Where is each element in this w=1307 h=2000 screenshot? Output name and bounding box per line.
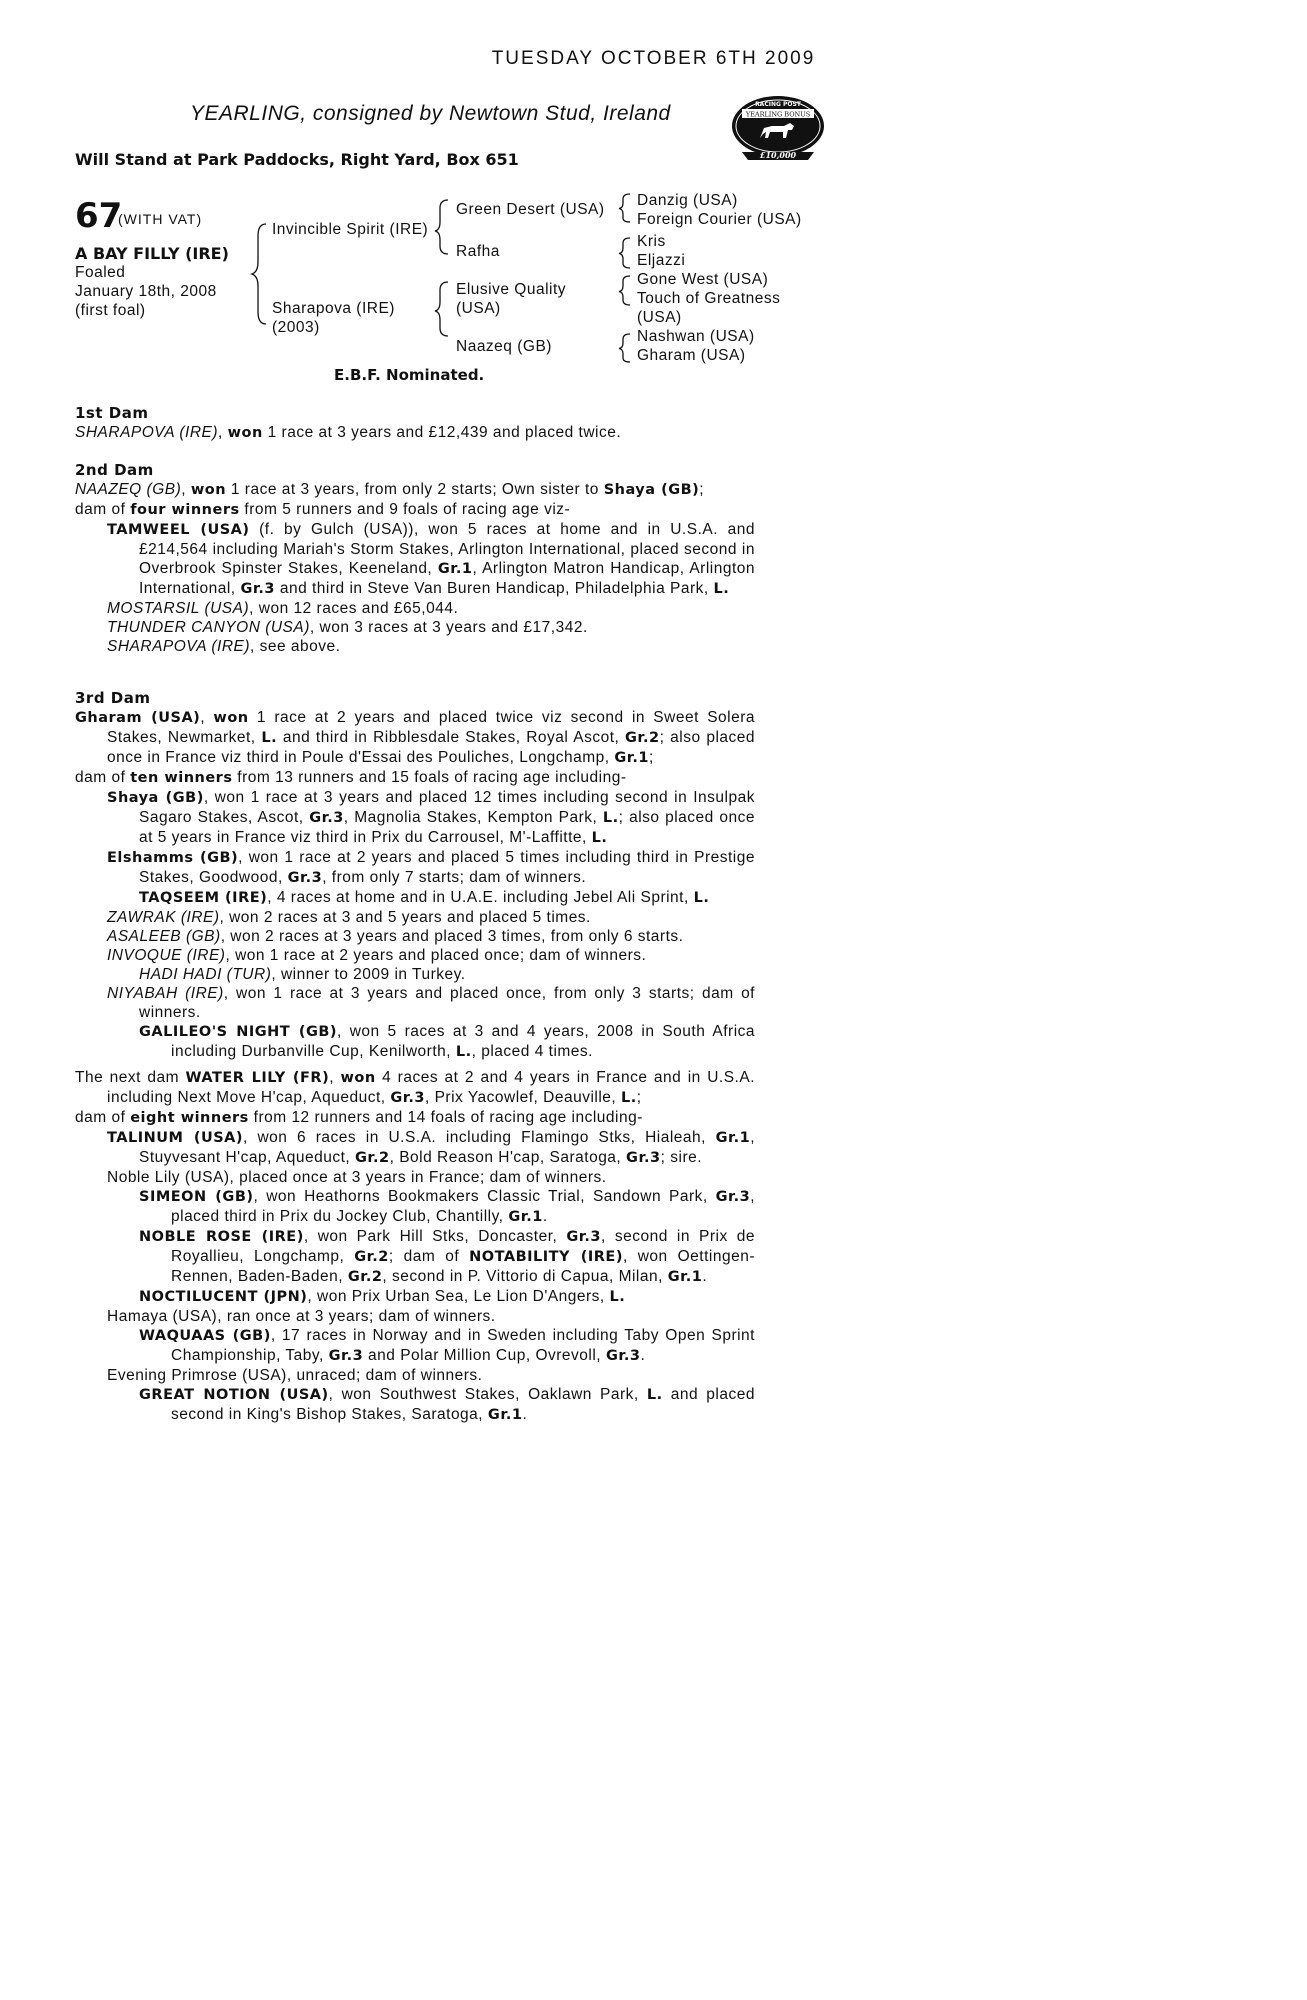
progeny-talinum: TALINUM (USA), won 6 races in U.S.A. including Flamingo Stks, Hialeah, Gr.1, Stuyvesant H'cap, Aqueduct, Gr.2, Bold Reason H'cap, Saratoga, Gr.3; sire.: [107, 1129, 755, 1166]
progeny-waquaas: WAQUAAS (GB), 17 races in Norway and in Sweden including Taby Open Sprint Championship, Taby, Gr.3 and Polar Million Cup, Ovrevoll, Gr.3.: [139, 1327, 755, 1364]
progeny-asaleeb: ASALEEB (GB), won 2 races at 3 years and placed 3 times, from only 6 starts.: [107, 928, 684, 945]
foaled-date: January 18th, 2008: [75, 283, 217, 300]
pedigree-dam-sire: Elusive Quality (USA): [456, 281, 567, 317]
pedigree-ggp-8: Gharam (USA): [637, 347, 746, 364]
first-dam-name: SHARAPOVA (IRE): [75, 424, 219, 441]
pedigree-ggp-7: Nashwan (USA): [637, 328, 755, 345]
progeny-tamweel: TAMWEEL (USA) (f. by Gulch (USA)), won 5 races at home and in U.S.A. and £214,564 including Mariah's Storm Stakes, Arlington International, placed second in Overbrook Spinster Stakes, Keeneland, Gr.1, Arlington Matron Handicap, Arlington International, Gr.3 and third in Steve Van Buren Handicap, Philadelphia Park, L.: [107, 521, 756, 597]
ebf-nominated: E.B.F. Nominated.: [334, 366, 485, 384]
sale-date: TUESDAY OCTOBER 6TH 2009: [491, 48, 816, 69]
progeny-zawrak: ZAWRAK (IRE), won 2 races at 3 and 5 years and placed 5 times.: [107, 909, 591, 926]
progeny-noble-lily: Noble Lily (USA), placed once at 3 years in France; dam of winners.: [107, 1169, 607, 1186]
progeny-hamaya: Hamaya (USA), ran once at 3 years; dam of winners.: [107, 1308, 496, 1325]
progeny-thunder-canyon: THUNDER CANYON (USA), won 3 races at 3 years and £17,342.: [107, 619, 588, 636]
second-dam-heading: 2nd Dam: [75, 461, 154, 479]
next-dam-section: The next dam WATER LILY (FR), won 4 races at 2 and 4 years in France and in U.S.A. including Next Move H'cap, Aqueduct, Gr.3, Prix Yacowlef, Deauville, L.; dam of eight winners from 12 runners and 14 foals of racing age including- TALINUM (USA), won 6 races in U.S.A. including Flamingo Stks, Hialeah, Gr.1, Stuyvesant H'cap, Aqueduct, Gr.2, Bold Reason H'cap, Saratoga, Gr.3; sire. Noble Lily (USA), placed once at 3 years in France; dam of winners. SIMEON (GB), won Heathorns Bookmakers Classic Trial, Sandown Park, Gr.3, placed third in Prix du Jockey Club, Chantilly, Gr.1. NOBLE ROSE (IRE), won Park Hill Stks, Doncaster, Gr.3, second in Prix de Royallieu, Longchamp, Gr.2; dam of NOTABILITY (IRE), won Oettingen-Rennen, Baden-Baden, Gr.2, second in P. Vittorio di Capua, Milan, Gr.1. NOCTILUCENT (JPN), won Prix Urban Sea, Le Lion D'Angers, L. Hamaya (USA), ran once at 3 years; dam of winners. WAQUAAS (GB), 17 races in Norway and in Sweden including Taby Open Sprint Championship, Taby, Gr.3 and Polar Million Cup, Ovrevoll, Gr.3. Evening Primrose (USA), unraced; dam of winners. GREAT NOTION (USA), won Southwest Stakes, Oaklawn Park, L. and placed second in King's Bishop Stakes, Saratoga, Gr.1.: [75, 1069, 756, 1423]
horse-description: A BAY FILLY (IRE): [75, 244, 229, 263]
pedigree-ggp-1: Danzig (USA): [637, 192, 738, 209]
pedigree-dam-dam: Naazeq (GB): [456, 338, 552, 355]
first-dam-section: 1st Dam SHARAPOVA (IRE), won 1 race at 3 years and £12,439 and placed twice.: [75, 404, 755, 443]
second-dam-name: NAAZEQ (GB): [75, 481, 182, 498]
progeny-elshamms: Elshamms (GB), won 1 race at 2 years and placed 5 times including third in Prestige Stakes, Goodwood, Gr.3, from only 7 starts; dam of winners.: [107, 849, 755, 886]
pedigree-ggp-5: Gone West (USA): [637, 271, 769, 288]
third-dam-heading: 3rd Dam: [75, 689, 151, 707]
progeny-hadi-hadi: HADI HADI (TUR), winner to 2009 in Turkey.: [139, 966, 466, 983]
next-dam-record: The next dam WATER LILY (FR), won 4 races at 2 and 4 years in France and in U.S.A. including Next Move H'cap, Aqueduct, Gr.3, Prix Yacowlef, Deauville, L.;: [75, 1069, 755, 1106]
pedigree-sire: Invincible Spirit (IRE): [272, 221, 429, 238]
stand-location: Will Stand at Park Paddocks, Right Yard, Box 651: [75, 150, 519, 169]
progeny-niyabah: NIYABAH (IRE), won 1 race at 3 years and placed once, from only 3 starts; dam of winners.: [107, 985, 755, 1021]
pedigree-sire-sire: Green Desert (USA): [456, 201, 605, 218]
badge-amount: £10,000: [759, 150, 797, 160]
progeny-sharapova: SHARAPOVA (IRE), see above.: [107, 638, 341, 655]
first-dam-heading: 1st Dam: [75, 404, 149, 422]
pedigree-ggp-3: Kris: [637, 233, 666, 250]
progeny-noctilucent: NOCTILUCENT (JPN), won Prix Urban Sea, Le Lion D'Angers, L.: [139, 1288, 626, 1305]
progeny-simeon: SIMEON (GB), won Heathorns Bookmakers Classic Trial, Sandown Park, Gr.3, placed third in Prix du Jockey Club, Chantilly, Gr.1.: [139, 1188, 756, 1225]
progeny-shaya: Shaya (GB), won 1 race at 3 years and placed 12 times including second in Insulpak Sagaro Stakes, Ascot, Gr.3, Magnolia Stakes, Kempton Park, L.; also placed once at 5 years in France viz third in Prix du Carrousel, M'-Laffitte, L.: [107, 789, 756, 846]
lot-number: 67: [75, 196, 123, 236]
pedigree-ggp-4: Eljazzi: [637, 252, 686, 269]
progeny-evening-primrose: Evening Primrose (USA), unraced; dam of winners.: [107, 1367, 483, 1384]
progeny-mostarsil: MOSTARSIL (USA), won 12 races and £65,044.: [107, 600, 459, 617]
foal-note: (first foal): [75, 302, 146, 319]
third-dam-section: 3rd Dam Gharam (USA), won 1 race at 2 years and placed twice viz second in Sweet Solera Stakes, Newmarket, L. and third in Ribblesdale Stakes, Royal Ascot, Gr.2; also placed once in France viz third in Poule d'Essai des Pouliches, Longchamp, Gr.1; dam of ten winners from 13 runners and 15 foals of racing age including- Shaya (GB), won 1 race at 3 years and placed 12 times including second in Insulpak Sagaro Stakes, Ascot, Gr.3, Magnolia Stakes, Kempton Park, L.; also placed once at 5 years in France viz third in Prix du Carrousel, M'-Laffitte, L. Elshamms (GB), won 1 race at 2 years and placed 5 times including third in Prestige Stakes, Goodwood, Gr.3, from only 7 starts; dam of winners. TAQSEEM (IRE), 4 races at home and in U.A.E. including Jebel Ali Sprint, L. ZAWRAK (IRE), won 2 races at 3 and 5 years and placed 5 times. ASALEEB (GB), won 2 races at 3 years and placed 3 times, from only 6 starts. INVOQUE (IRE), won 1 race at 2 years and placed once; dam of winners. HADI HADI (TUR), winner to 2009 in Turkey. NIYABAH (IRE), won 1 race at 3 years and placed once, from only 3 starts; dam of winners. GALILEO'S NIGHT (GB), won 5 races at 3 and 4 years, 2008 in South Africa including Durbanville Cup, Kenilworth, L., placed 4 times.: [75, 689, 756, 1060]
progeny-invoque: INVOQUE (IRE), won 1 race at 2 years and placed once; dam of winners.: [107, 947, 647, 964]
progeny-noble-rose: NOBLE ROSE (IRE), won Park Hill Stks, Doncaster, Gr.3, second in Prix de Royallieu, Longchamp, Gr.2; dam of NOTABILITY (IRE), won Oettingen-Rennen, Baden-Baden, Gr.2, second in P. Vittorio di Capua, Milan, Gr.1.: [139, 1228, 755, 1285]
badge-top-text: RACING POST: [755, 101, 801, 108]
progeny-galileos-night: GALILEO'S NIGHT (GB), won 5 races at 3 and 4 years, 2008 in South Africa including Durbanville Cup, Kenilworth, L., placed 4 times.: [139, 1023, 756, 1060]
foaled-label: Foaled: [75, 264, 126, 281]
second-dam-section: 2nd Dam NAAZEQ (GB), won 1 race at 3 years, from only 2 starts; Own sister to Shaya (GB); dam of four winners from 5 runners and 9 foals of racing age viz- TAMWEEL (USA) (f. by Gulch (USA)), won 5 races at home and in U.S.A. and £214,564 including Mariah's Storm Stakes, Arlington International, placed second in Overbrook Spinster Stakes, Keeneland, Gr.1, Arlington Matron Handicap, Arlington International, Gr.3 and third in Steve Van Buren Handicap, Philadelphia Park, L. MOSTARSIL (USA), won 12 races and £65,044. THUNDER CANYON (USA), won 3 races at 3 years and £17,342. SHARAPOVA (IRE), see above.: [75, 461, 756, 655]
progeny-great-notion: GREAT NOTION (USA), won Southwest Stakes, Oaklawn Park, L. and placed second in King's Bishop Stakes, Saratoga, Gr.1.: [139, 1386, 755, 1423]
pedigree-sire-dam: Rafha: [456, 243, 500, 260]
pedigree-dam: Sharapova (IRE) (2003): [272, 300, 395, 336]
lot-vat-note: (WITH VAT): [118, 211, 203, 227]
badge-middle-text: YEARLING BONUS: [745, 110, 811, 119]
pedigree-ggp-2: Foreign Courier (USA): [637, 211, 802, 228]
consignor-line: YEARLING, consigned by Newtown Stud, Ireland: [190, 102, 671, 125]
pedigree-ggp-6: Touch of Greatness (USA): [637, 290, 781, 326]
progeny-taqseem: TAQSEEM (IRE), 4 races at home and in U.A.E. including Jebel Ali Sprint, L.: [139, 889, 710, 906]
third-dam-record: Gharam (USA), won 1 race at 2 years and placed twice viz second in Sweet Solera Stakes, Newmarket, L. and third in Ribblesdale Stakes, Royal Ascot, Gr.2; also placed once in France viz third in Poule d'Essai des Pouliches, Longchamp, Gr.1;: [75, 709, 755, 766]
